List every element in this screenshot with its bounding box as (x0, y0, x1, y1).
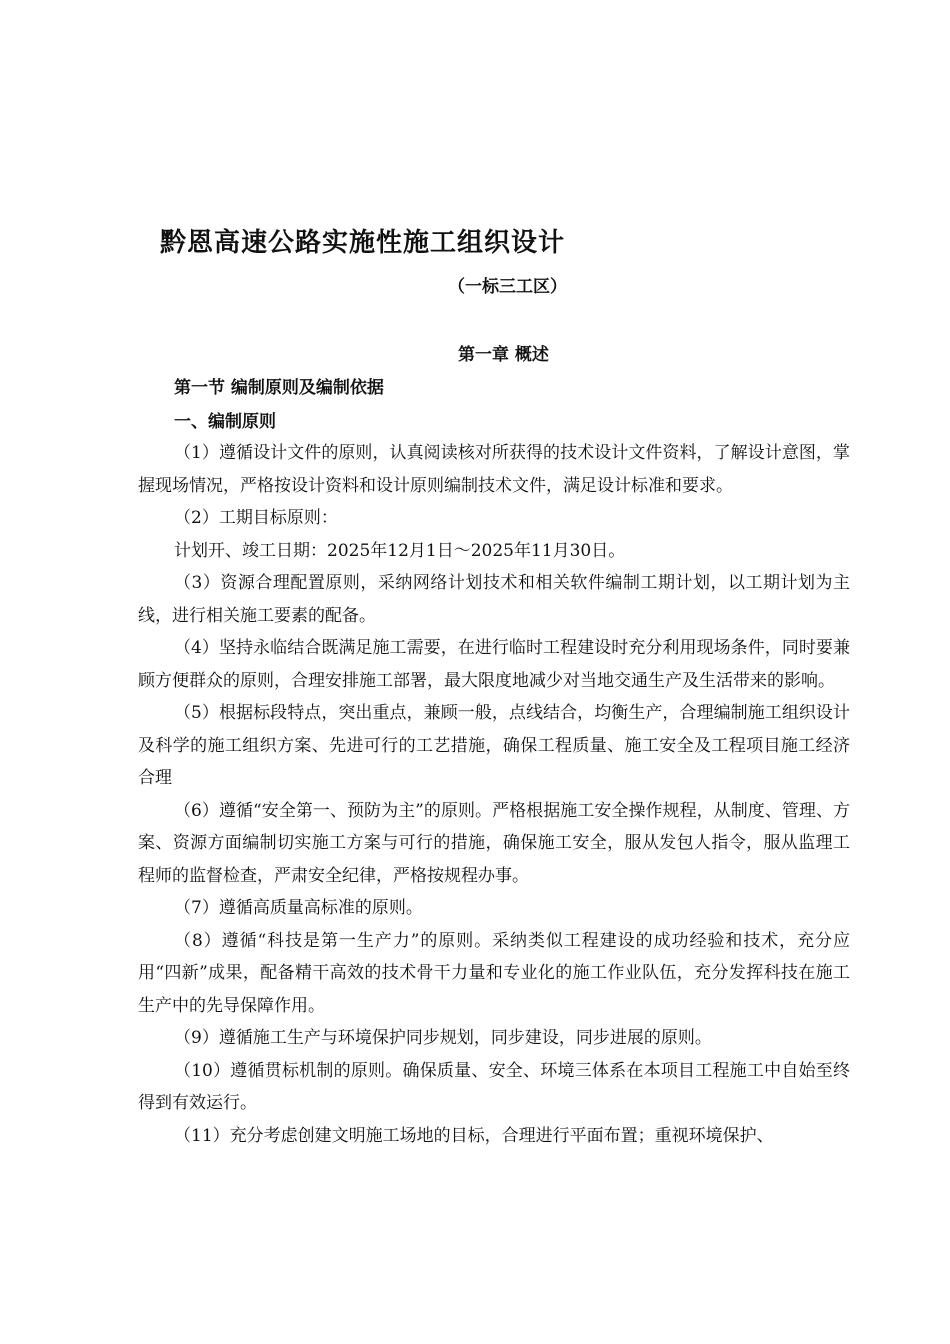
paragraph-6: （5）根据标段特点，突出重点，兼顾一般，点线结合，均衡生产，合理编制施工组织设计及科学的施工组织方案、先进可行的工艺措施，确保工程质量、施工安全及工程项目施工经济合理 (138, 703, 850, 788)
paragraph-5: （4）坚持永临结合既满足施工需要，在进行临时工程建设时充分利用现场条件，同时要兼顾方便群众的原则，合理安排施工部署，最大限度地减少对当地交通生产及生活带来的影响。 (138, 638, 850, 691)
paragraph-11: （10）遵循贯标机制的原则。确保质量、安全、环境三体系在本项目工程施工中自始至终得到有效运行。 (138, 1060, 850, 1113)
paragraph-12: （11）充分考虑创建文明施工场地的目标，合理进行平面布置；重视环境保护、 (174, 1125, 774, 1146)
paragraph-1: （1）遵循设计文件的原则，认真阅读核对所获得的技术设计文件资料，了解设计意图，掌握现场情况，严格按设计资料和设计原则编制技术文件，满足设计标准和要求。 (138, 443, 850, 496)
paragraph-3: 计划开、竣工日期：2025年12月1日～2025年11月30日。 (174, 540, 626, 561)
chapter-heading: 第一章 概述 (458, 345, 549, 365)
body-text (138, 437, 850, 1152)
paragraph-7: （6）遵循“安全第一、预防为主”的原则。严格根据施工安全操作规程，从制度、管理、方案、资源方面编制切实施工方案与可行的措施，确保施工安全，服从发包人指令，服从监理工程师的监督检查，严肃安全纪律，严格按规程办事。 (138, 800, 850, 886)
document-title: 黔恩高速公路实施性施工组织设计 (160, 228, 566, 258)
paragraph-10: （9）遵循施工生产与环境保护同步规划，同步建设，同步进展的原则。 (174, 1028, 712, 1048)
paragraph-4: （3）资源合理配置原则，采纳网络计划技术和相关软件编制工期计划，以工期计划为主线，进行相关施工要素的配备。 (138, 573, 850, 626)
subsection-heading: 一、编制原则 (174, 412, 276, 432)
document-subtitle: （一标三工区） (448, 277, 567, 297)
paragraph-2: （2）工期目标原则： (174, 508, 338, 528)
paragraph-8: （7）遵循高质量高标准的原则。 (174, 898, 423, 918)
paragraph-9: （8）遵循“科技是第一生产力”的原则。采纳类似工程建设的成功经验和技术，充分应用“四新”成果，配备精干高效的技术骨干力量和专业化的施工作业队伍，充分发挥科技在施工生产中的先导保障作用。 (138, 930, 850, 1016)
section-heading: 第一节 编制原则及编制依据 (174, 378, 384, 398)
